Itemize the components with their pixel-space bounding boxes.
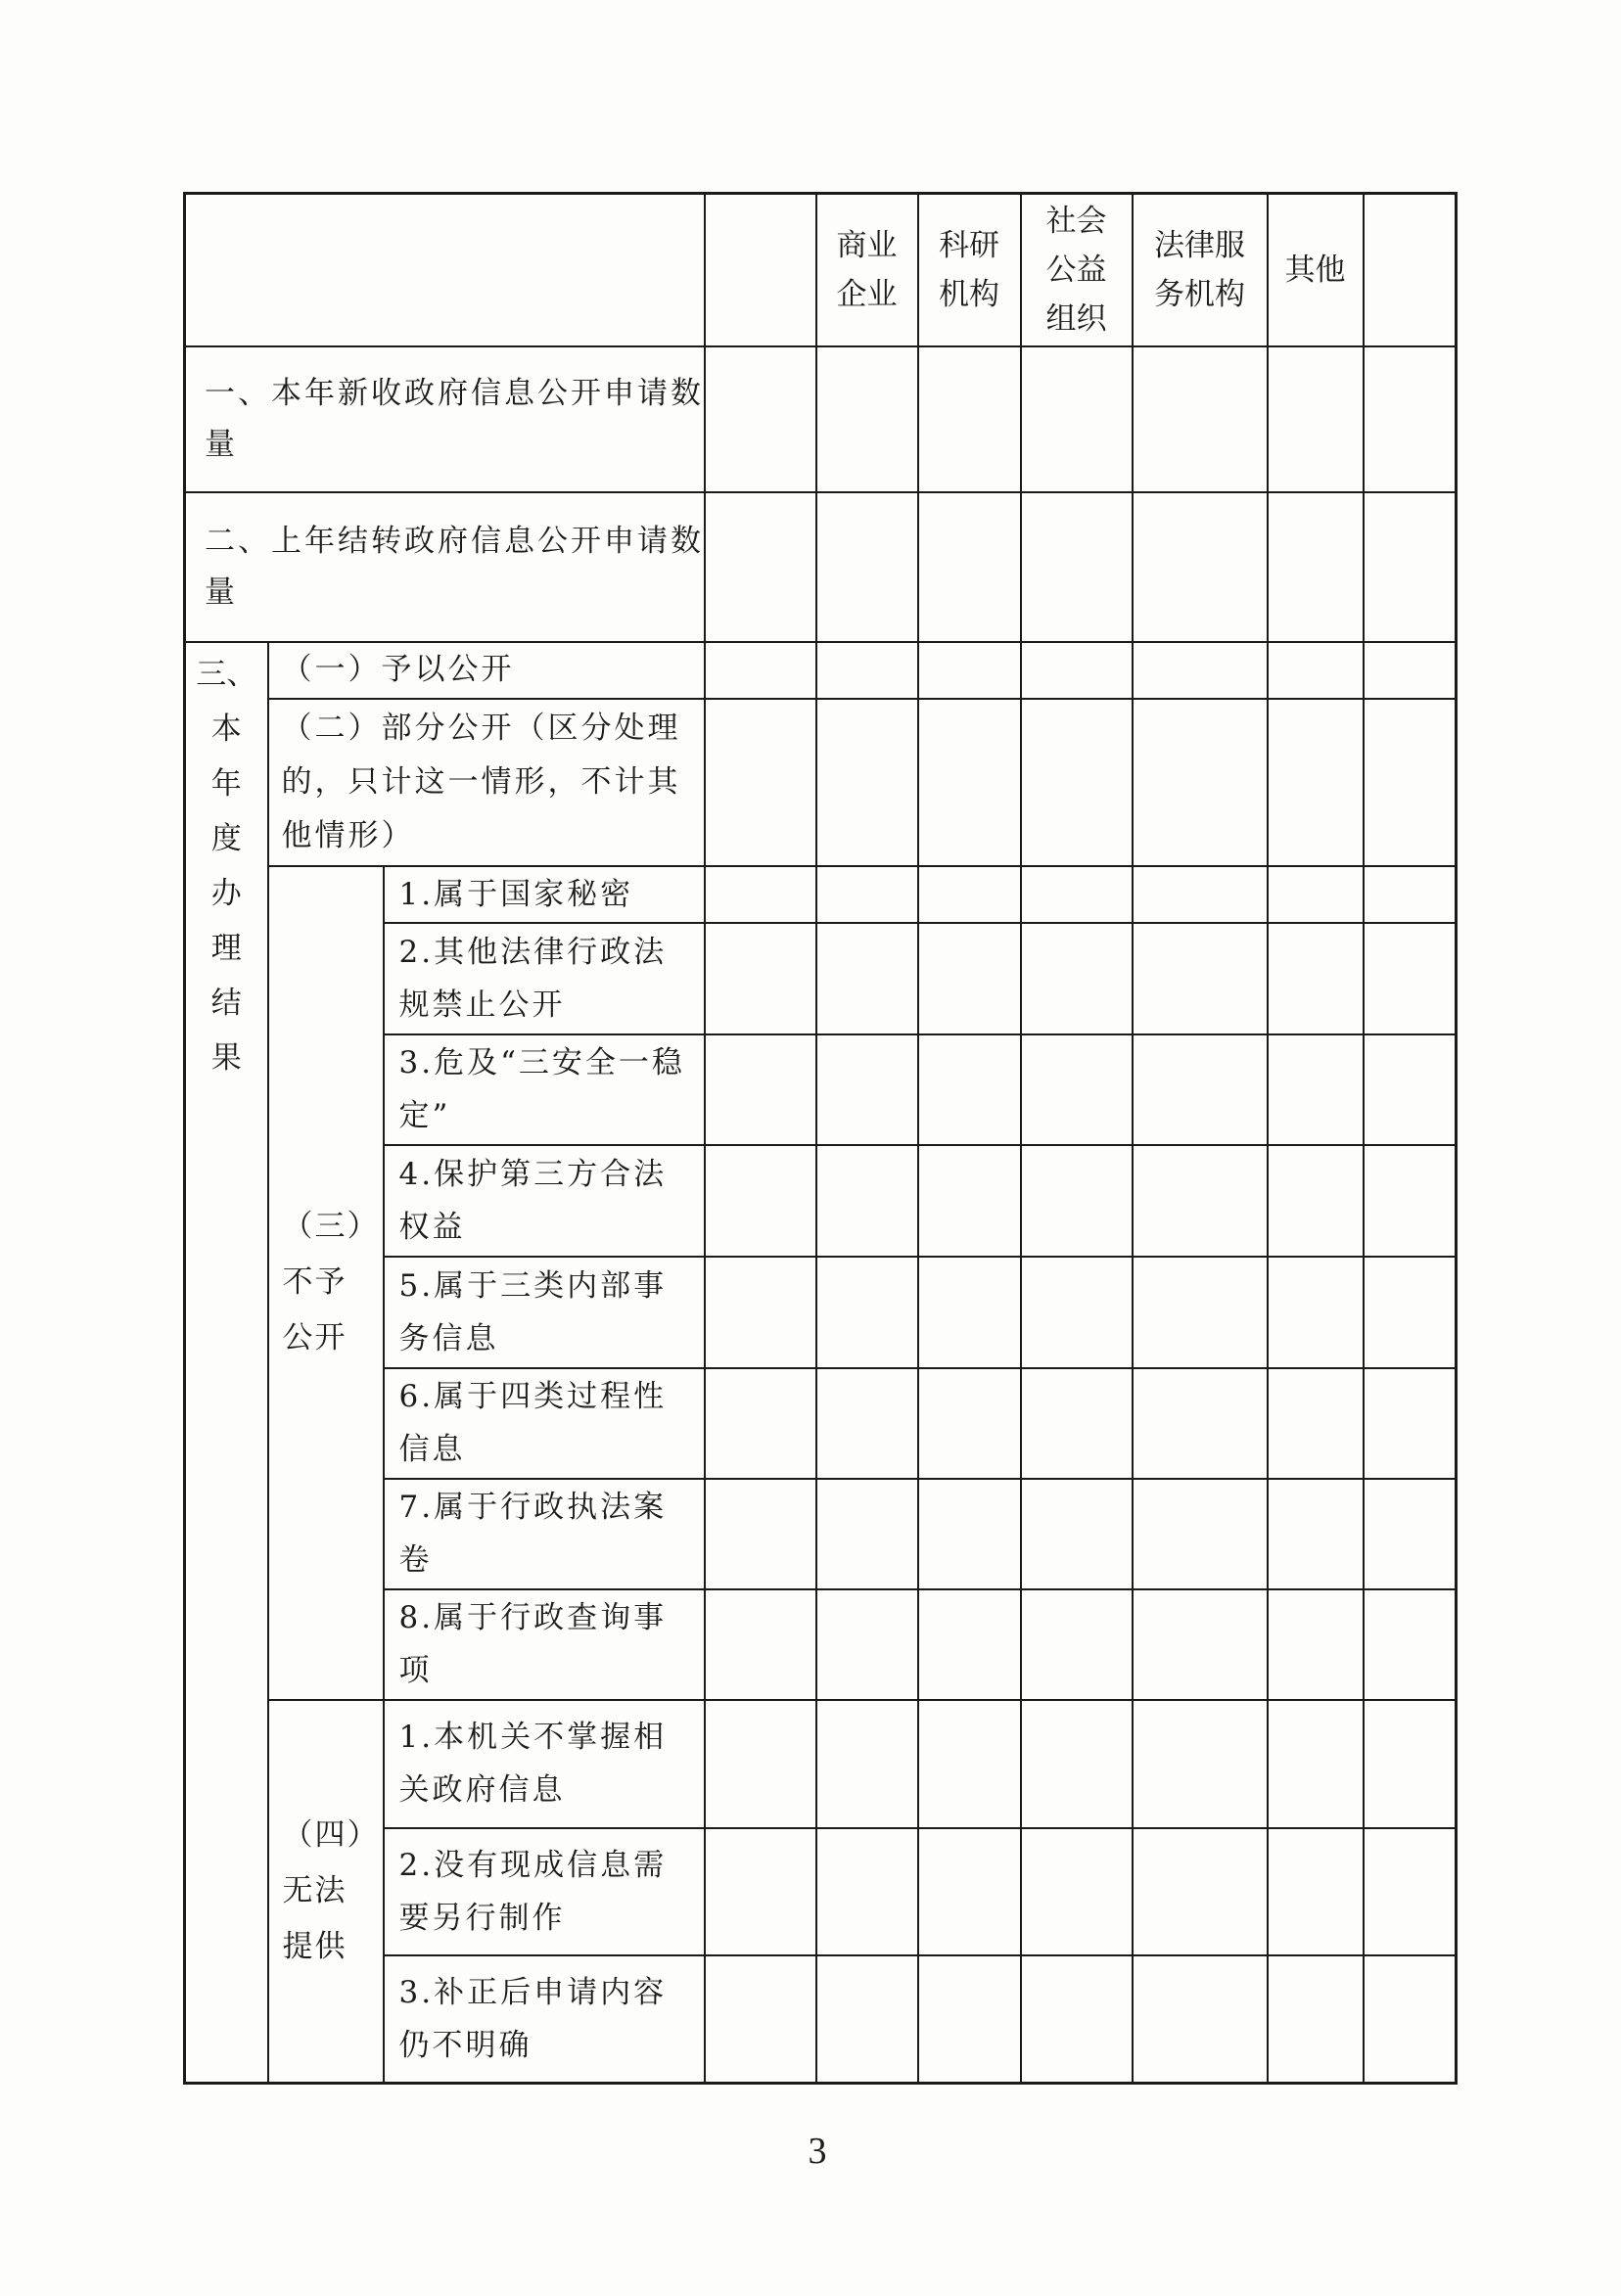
table-row [185,1700,1457,1828]
blank-value-cell [1364,866,1457,923]
blank-value-cell [918,866,1021,923]
blank-value-cell [1364,346,1457,492]
blank-value-cell [1133,1034,1268,1145]
blank-value-cell [1021,642,1133,699]
blank-value-cell [705,1700,816,1828]
not-disclosed-item-1: 1.属于国家秘密 [384,866,705,923]
blank-value-cell [1133,1589,1268,1700]
blank-value-cell [1133,923,1268,1034]
blank-value-cell [1268,492,1364,642]
blank-value-cell [1021,1368,1133,1479]
blank-value-cell [705,1368,816,1479]
blank-value-cell [1133,492,1268,642]
blank-value-cell [1021,1700,1133,1828]
blank-value-cell [705,1955,816,2084]
blank-value-cell [1133,1700,1268,1828]
blank-value-cell [816,1700,918,1828]
unable-to-provide-item-3: 3.补正后申请内容 仍不明确 [384,1955,705,2084]
blank-value-cell [1364,1479,1457,1589]
unable-to-provide-item-2: 2.没有现成信息需 要另行制作 [384,1828,705,1955]
blank-value-cell [1133,866,1268,923]
blank-value-cell [705,1589,816,1700]
blank-value-cell [1268,1479,1364,1589]
blank-value-cell [1364,1257,1457,1368]
blank-value-cell [1133,1828,1268,1955]
header-public-welfare-organization: 社会 公益 组织 [1021,194,1133,346]
blank-value-cell [816,1034,918,1145]
not-disclosed-item-3: 3.危及“三安全一稳 定” [384,1034,705,1145]
blank-value-cell [1268,642,1364,699]
blank-value-cell [705,699,816,866]
blank-value-cell [816,346,918,492]
table-row [185,642,1457,699]
blank-value-cell [1268,699,1364,866]
page-number: 3 [808,2131,827,2172]
header-corner-cell [185,194,705,346]
blank-value-cell [1364,642,1457,699]
not-disclosed-item-4: 4.保护第三方合法 权益 [384,1145,705,1257]
blank-value-cell [705,346,816,492]
blank-value-cell [918,346,1021,492]
blank-value-cell [1268,1145,1364,1257]
blank-value-cell [918,1589,1021,1700]
blank-value-cell [1021,1955,1133,2084]
blank-value-cell [1364,1589,1457,1700]
blank-value-cell [1133,642,1268,699]
table-row [185,492,1457,642]
header-research-institution: 科研 机构 [918,194,1021,346]
blank-value-cell [1268,1368,1364,1479]
row-label-new-requests: 一、本年新收政府信息公开申请数 量 [185,346,705,492]
blank-value-cell [918,923,1021,1034]
blank-value-cell [918,1955,1021,2084]
row-label-handling-results: 三、 本 年 度 办 理 结 果 [185,642,268,2084]
blank-value-cell [1133,1145,1268,1257]
blank-value-cell [1021,923,1133,1034]
blank-value-cell [1021,1257,1133,1368]
not-disclosed-item-6: 6.属于四类过程性 信息 [384,1368,705,1479]
blank-value-cell [816,492,918,642]
blank-value-cell [705,1034,816,1145]
blank-value-cell [816,1589,918,1700]
blank-value-cell [1268,923,1364,1034]
blank-value-cell [1268,1700,1364,1828]
blank-value-cell [1133,1955,1268,2084]
row-label-disclosed: （一）予以公开 [268,642,705,699]
blank-value-cell [1268,1955,1364,2084]
blank-value-cell [1021,699,1133,866]
not-disclosed-item-5: 5.属于三类内部事 务信息 [384,1257,705,1368]
blank-value-cell [816,866,918,923]
header-row [185,194,1457,346]
blank-value-cell [1268,1589,1364,1700]
blank-value-cell [918,1479,1021,1589]
blank-value-cell [1133,699,1268,866]
blank-value-cell [705,1257,816,1368]
blank-value-cell [1133,1479,1268,1589]
blank-value-cell [1021,1034,1133,1145]
blank-value-cell [816,1828,918,1955]
blank-value-cell [1021,1479,1133,1589]
blank-value-cell [918,1145,1021,1257]
blank-value-cell [816,642,918,699]
unable-to-provide-item-1: 1.本机关不掌握相 关政府信息 [384,1700,705,1828]
blank-value-cell [1364,1368,1457,1479]
blank-value-cell [1021,492,1133,642]
blank-value-cell [816,1955,918,2084]
blank-value-cell [1268,866,1364,923]
blank-value-cell [1268,1257,1364,1368]
table-row [185,699,1457,866]
blank-value-cell [918,699,1021,866]
blank-value-cell [918,1368,1021,1479]
not-disclosed-item-7: 7.属于行政执法案 卷 [384,1479,705,1589]
blank-value-cell [1364,699,1457,866]
application-statistics-table [183,192,1458,2085]
blank-value-cell [705,642,816,699]
row-label-carried-over: 二、上年结转政府信息公开申请数 量 [185,492,705,642]
not-disclosed-item-8: 8.属于行政查询事 项 [384,1589,705,1700]
blank-value-cell [816,1257,918,1368]
blank-value-cell [705,1145,816,1257]
blank-value-cell [705,923,816,1034]
blank-value-cell [1021,346,1133,492]
blank-value-cell [918,1257,1021,1368]
header-commercial-enterprise: 商业 企业 [816,194,918,346]
blank-value-cell [705,866,816,923]
row-label-partially-disclosed: （二）部分公开（区分处理 的，只计这一情形，不计其 他情形） [268,699,705,866]
blank-value-cell [1364,1955,1457,2084]
blank-value-cell [816,1368,918,1479]
blank-value-cell [1268,346,1364,492]
blank-value-cell [1364,1828,1457,1955]
blank-value-cell [1021,1828,1133,1955]
blank-value-cell [705,1479,816,1589]
blank-value-cell [918,492,1021,642]
header-blank-cell [1364,194,1457,346]
blank-value-cell [1364,1145,1457,1257]
blank-value-cell [705,492,816,642]
table-row [185,346,1457,492]
blank-value-cell [816,1479,918,1589]
blank-value-cell [1364,1034,1457,1145]
blank-value-cell [918,1700,1021,1828]
blank-value-cell [1364,1700,1457,1828]
blank-value-cell [1133,1368,1268,1479]
header-other: 其他 [1268,194,1364,346]
not-disclosed-item-2: 2.其他法律行政法 规禁止公开 [384,923,705,1034]
blank-value-cell [1021,1145,1133,1257]
blank-value-cell [1268,1034,1364,1145]
blank-value-cell [816,699,918,866]
blank-value-cell [918,642,1021,699]
blank-value-cell [918,1034,1021,1145]
blank-value-cell [918,1828,1021,1955]
blank-value-cell [1021,866,1133,923]
blank-value-cell [1364,492,1457,642]
blank-value-cell [816,923,918,1034]
header-legal-service-institution: 法律服 务机构 [1133,194,1268,346]
blank-value-cell [1268,1828,1364,1955]
header-blank-cell [705,194,816,346]
blank-value-cell [1364,923,1457,1034]
blank-value-cell [816,1145,918,1257]
row-label-not-disclosed: （三） 不予 公开 [268,866,384,1700]
table-row [185,866,1457,923]
row-label-unable-to-provide: （四） 无法 提供 [268,1700,384,2084]
blank-value-cell [705,1828,816,1955]
blank-value-cell [1133,346,1268,492]
blank-value-cell [1021,1589,1133,1700]
blank-value-cell [1133,1257,1268,1368]
